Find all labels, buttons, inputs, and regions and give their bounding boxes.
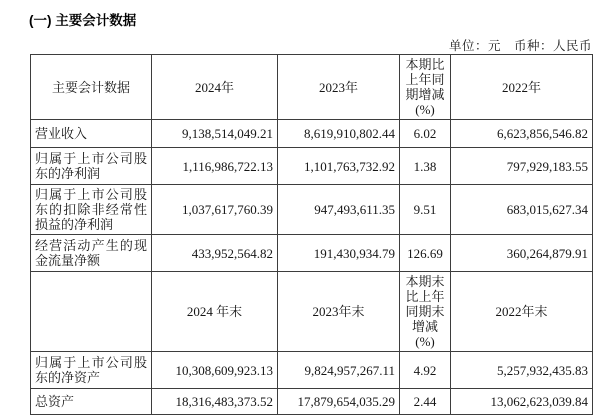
value-2022: 360,264,879.91 <box>451 235 593 272</box>
section-title: (一) 主要会计数据 <box>29 13 137 28</box>
row-label: 总资产 <box>31 389 152 415</box>
value-2024: 1,037,617,760.39 <box>152 185 278 235</box>
table-row-operating-cash-flow <box>31 235 593 272</box>
value-change: 9.51 <box>400 185 451 235</box>
header-blank <box>31 272 152 352</box>
header-2024: 2024年 <box>152 55 278 120</box>
value-2022: 683,015,627.34 <box>451 185 593 235</box>
financial-data-table <box>30 54 593 415</box>
value-2024: 18,316,483,373.52 <box>152 389 278 415</box>
value-2022: 797,929,183.55 <box>451 148 593 185</box>
row-label: 营业收入 <box>31 120 152 148</box>
period-header-row <box>31 55 593 120</box>
header-2022-end: 2022年末 <box>451 272 593 352</box>
value-change: 6.02 <box>400 120 451 148</box>
row-label: 归属于上市公司股东的净利润 <box>31 148 152 185</box>
value-2024: 9,138,514,049.21 <box>152 120 278 148</box>
value-2024: 1,116,986,722.13 <box>152 148 278 185</box>
value-2023: 9,824,957,267.11 <box>278 352 400 389</box>
table-row-operating-revenue <box>31 120 593 148</box>
value-change: 2.44 <box>400 389 451 415</box>
header-end-yoy-change: 本期末比上年同期末增减(%) <box>400 272 451 352</box>
value-2023: 947,493,611.35 <box>278 185 400 235</box>
value-change: 4.92 <box>400 352 451 389</box>
header-yoy-change: 本期比上年同期增减(%) <box>400 55 451 120</box>
value-2022: 13,062,623,039.84 <box>451 389 593 415</box>
value-change: 1.38 <box>400 148 451 185</box>
row-label: 归属于上市公司股东的扣除非经常性损益的净利润 <box>31 185 152 235</box>
table-row-net-profit-excl-nonrecurring <box>31 185 593 235</box>
value-2023: 8,619,910,802.44 <box>278 120 400 148</box>
value-2022: 6,623,856,546.82 <box>451 120 593 148</box>
value-2023: 1,101,763,732.92 <box>278 148 400 185</box>
header-2022: 2022年 <box>451 55 593 120</box>
endpoint-header-row <box>31 272 593 352</box>
row-label: 归属于上市公司股东的净资产 <box>31 352 152 389</box>
unit-currency-note: 单位：元 币种：人民币 <box>448 39 592 53</box>
value-2023: 191,430,934.79 <box>278 235 400 272</box>
value-2023: 17,879,654,035.29 <box>278 389 400 415</box>
table-row-net-assets <box>31 352 593 389</box>
header-2023: 2023年 <box>278 55 400 120</box>
value-change: 126.69 <box>400 235 451 272</box>
header-2023-end: 2023年末 <box>278 272 400 352</box>
value-2022: 5,257,932,435.83 <box>451 352 593 389</box>
header-main-indicators: 主要会计数据 <box>31 55 152 120</box>
table-row-net-profit <box>31 148 593 185</box>
table-row-total-assets <box>31 389 593 415</box>
row-label: 经营活动产生的现金流量净额 <box>31 235 152 272</box>
value-2024: 10,308,609,923.13 <box>152 352 278 389</box>
value-2024: 433,952,564.82 <box>152 235 278 272</box>
header-2024-end: 2024 年末 <box>152 272 278 352</box>
